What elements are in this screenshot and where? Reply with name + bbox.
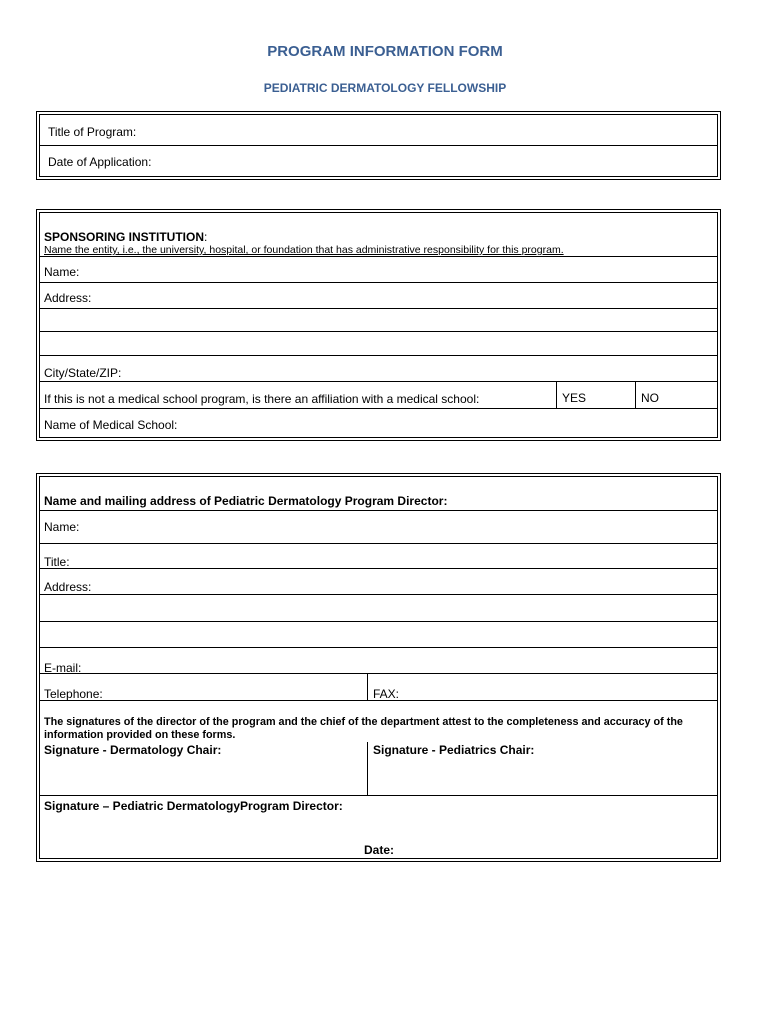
director-name-label: Name: [44,520,80,534]
program-section [36,111,721,180]
director-title-label: Title: [44,555,70,569]
program-title-row[interactable] [40,115,717,146]
peds-chair-signature-label[interactable]: Signature - Pediatrics Chair: [373,743,535,757]
director-address-row[interactable] [40,569,717,595]
director-address-line-3[interactable] [40,622,717,648]
sponsor-city-label: City/State/ZIP: [44,366,122,380]
director-section [36,473,721,862]
yes-option[interactable]: YES [562,391,587,405]
sponsor-address-row[interactable] [40,283,717,309]
sponsor-city-row[interactable] [40,356,717,382]
no-option[interactable]: NO [641,391,659,405]
signature-divider [367,742,368,795]
form-title: PROGRAM INFORMATION FORM [267,43,503,60]
sponsor-name-label: Name: [44,265,80,279]
director-phone-fax-row [40,674,717,701]
no-divider [635,382,636,408]
director-heading-row [40,477,717,511]
phone-fax-divider [367,674,368,700]
application-date-row[interactable] [40,146,717,177]
director-signature-label: Signature – Pediatric DermatologyProgram Director: [44,799,343,813]
director-email-label: E-mail: [44,661,82,675]
director-name-row[interactable] [40,511,717,544]
medical-school-label: Name of Medical School: [44,418,178,432]
telephone-label[interactable]: Telephone: [44,687,103,701]
sponsor-section [36,209,721,441]
signature-date-label: Date: [364,843,395,857]
sponsor-name-row[interactable] [40,257,717,283]
attest-line-1: The signatures of the director of the program and the chief of the department attest to the completeness and accuracy of the [44,716,683,728]
affiliation-row [40,382,717,409]
sponsor-heading-colon: : [204,230,208,244]
application-date-label: Date of Application: [48,155,152,169]
director-address-line-2[interactable] [40,595,717,622]
affiliation-question: If this is not a medical school program, is there an affiliation with a medical school: [44,392,480,406]
director-address-label: Address: [44,580,92,594]
sponsor-heading-row [40,213,717,257]
sponsor-heading [44,230,207,244]
sponsor-address-label: Address: [44,291,92,305]
director-email-row[interactable] [40,648,717,674]
sponsor-address-line-3[interactable] [40,332,717,356]
director-heading: Name and mailing address of Pediatric Dermatology Program Director: [44,494,448,508]
form-subtitle: PEDIATRIC DERMATOLOGY FELLOWSHIP [263,81,507,95]
attest-line-2: information provided on these forms. [44,729,236,741]
sponsor-address-line-2[interactable] [40,309,717,332]
chairs-signature-row [40,701,717,796]
program-title-label: Title of Program: [48,125,137,139]
sponsor-instruction: Name the entity, i.e., the university, hospital, or foundation that has administrative responsibility for this program. [44,244,564,256]
sponsor-heading-text: SPONSORING INSTITUTION [44,230,205,244]
derm-chair-signature-label[interactable]: Signature - Dermatology Chair: [44,743,222,757]
director-signature-row[interactable] [40,796,717,860]
yes-divider [556,382,557,408]
medical-school-row[interactable] [40,409,717,439]
fax-label[interactable]: FAX: [373,687,400,701]
director-title-row[interactable] [40,544,717,569]
